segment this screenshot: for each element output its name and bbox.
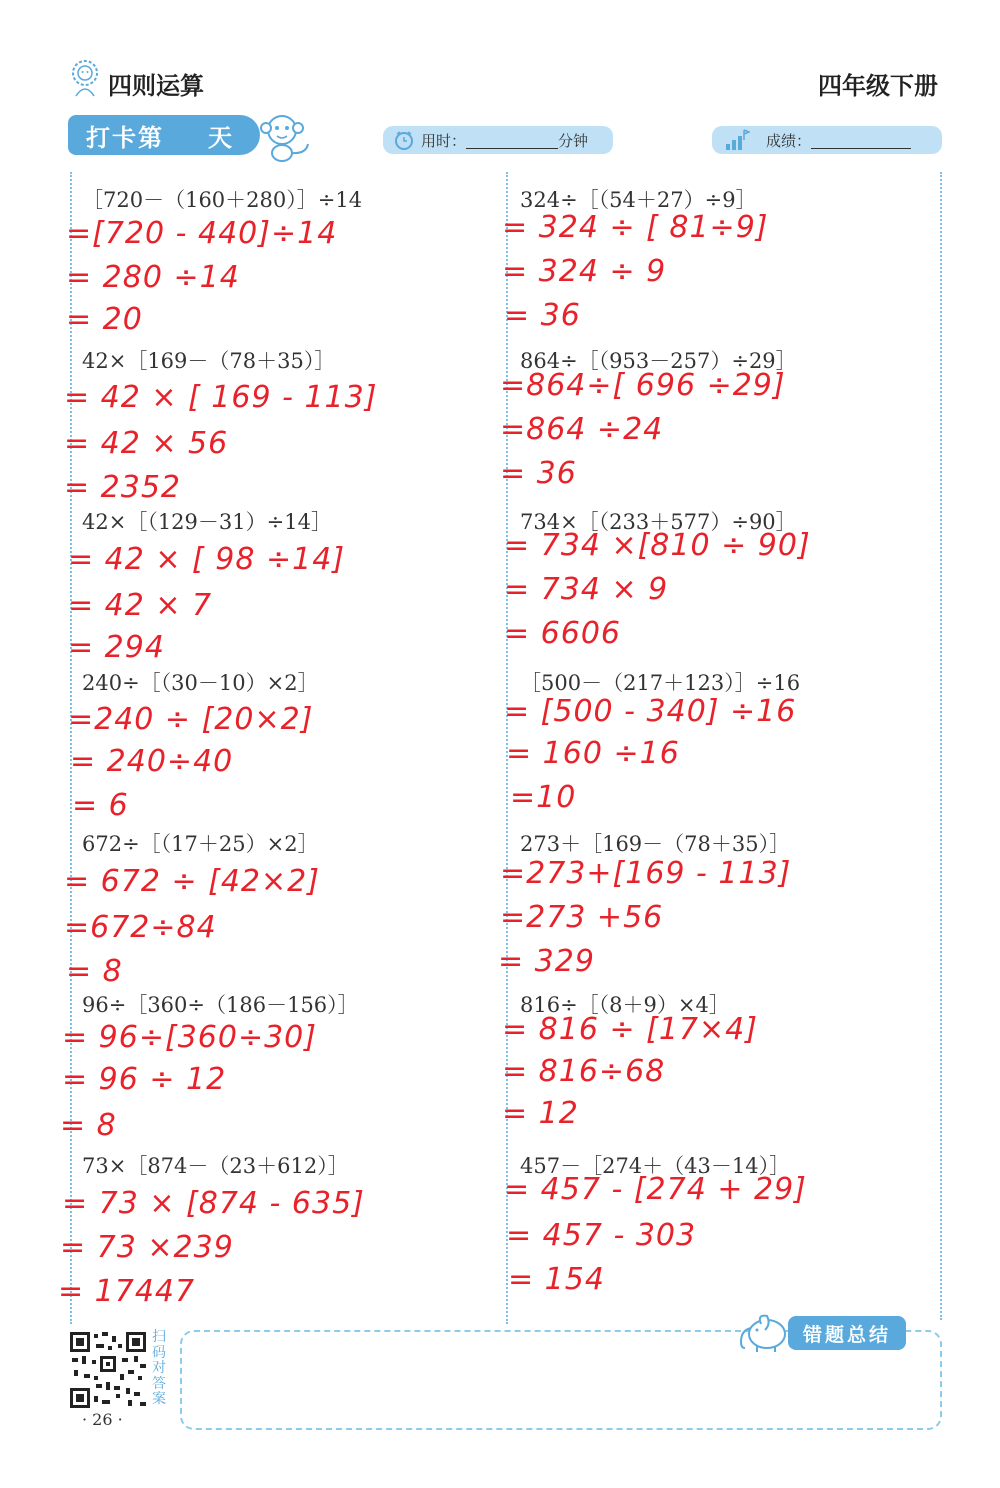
checkin-label: 打卡第 [86,123,164,152]
problem-text: 42×［（129－31）÷14］ [82,510,332,534]
handwritten-step: = 154 [508,1262,605,1297]
handwritten-step: = 8 [60,1108,117,1143]
handwritten-step: = 42 × [ 169 - 113] [64,380,378,415]
problem-text: 672÷［（17＋25）×2］ [82,832,319,856]
handwritten-step: = 17447 [58,1274,196,1309]
score-label: 成绩： [766,131,812,150]
problem-text: 240÷［（30－10）×2］ [82,671,319,695]
handwritten-step: = 96÷[360÷30] [62,1020,317,1055]
handwritten-step: = 6606 [504,616,622,651]
score-field[interactable] [712,126,942,154]
problem-text: 816÷［（8＋9）×4］ [520,993,730,1017]
handwritten-step: = 160 ÷16 [506,736,680,771]
handwritten-step: =273+[169 - 113] [500,856,792,891]
elephant-icon [735,1310,791,1354]
handwritten-step: =864 ÷24 [500,412,664,447]
handwritten-step: =10 [510,780,577,815]
problem-text: 734×［（233＋577）÷90］ [520,510,797,534]
problem-text: 273＋［169－（78＋35）］ [520,832,791,856]
handwritten-step: = 6 [72,788,129,823]
handwritten-step: = 73 × [874 - 635] [62,1186,365,1221]
handwritten-step: = 734 ×[810 ÷ 90] [504,528,811,563]
problem-text: 42×［169－（78＋35）］ [82,349,336,373]
handwritten-step: = 42 × 56 [64,426,229,461]
handwritten-step: = 329 [498,944,595,979]
checkin-day-label: 天 [208,123,234,152]
problem-text: ［720－（160＋280）］÷14 [82,188,363,212]
problem-text: 73×［874－（23＋612）］ [82,1154,349,1178]
checkin-banner [68,115,260,155]
handwritten-step: = 457 - [274 + 29] [504,1172,807,1207]
lion-icon [68,60,102,98]
scan-for-answers-label: 扫码对答案 [152,1329,166,1407]
chart-flag-icon [724,128,750,152]
clock-icon [393,129,415,151]
handwritten-step: = 324 ÷ 9 [502,254,667,289]
time-unit: 分钟 [558,131,589,150]
score-blank[interactable] [811,132,911,149]
handwritten-step: = 280 ÷14 [66,260,240,295]
time-label: 用时： [421,131,467,150]
handwritten-step: = 2352 [64,470,182,505]
handwritten-step: = 734 × 9 [504,572,669,607]
handwritten-step: = 240÷40 [70,744,234,779]
handwritten-step: = 294 [68,630,165,665]
handwritten-step: = 36 [500,456,577,491]
handwritten-step: = 96 ÷ 12 [62,1062,227,1097]
problem-text: ［500－（217＋123）］÷16 [520,671,801,695]
handwritten-step: =[720 - 440]÷14 [66,216,338,251]
right-column-border [940,172,942,1320]
handwritten-step: =864÷[ 696 ÷29] [500,368,786,403]
handwritten-step: = [500 - 340] ÷16 [504,694,797,729]
time-blank[interactable] [466,132,558,149]
handwritten-step: = 816÷68 [502,1054,666,1089]
handwritten-step: = 12 [502,1096,579,1131]
book-title: 四则运算 [108,72,204,100]
handwritten-step: = 42 × [ 98 ÷14] [68,542,346,577]
page-number: · 26 · [82,1410,123,1429]
handwritten-step: =240 ÷ [20×2] [68,702,314,737]
qr-code[interactable] [68,1330,148,1410]
problem-text: 864÷［（953－257）÷29］ [520,349,797,373]
mistake-summary-tab: 错题总结 [788,1316,906,1350]
handwritten-step: = 672 ÷ [42×2] [64,864,320,899]
handwritten-step: =672÷84 [64,910,217,945]
monkey-icon [256,110,314,162]
handwritten-step: = 816 ÷ [17×4] [502,1012,758,1047]
handwritten-step: = 42 × 7 [68,588,213,623]
handwritten-step: = 20 [66,302,143,337]
handwritten-step: = 73 ×239 [60,1230,234,1265]
handwritten-step: = 457 - 303 [506,1218,697,1253]
problem-text: 96÷［360÷（186－156）］ [82,993,359,1017]
handwritten-step: =273 +56 [500,900,664,935]
problem-text: 457－［274＋（43－14）］ [520,1154,791,1178]
handwritten-step: = 8 [66,954,123,989]
problem-text: 324÷［（54＋27）÷9］ [520,188,757,212]
handwritten-step: = 36 [504,298,581,333]
handwritten-step: = 324 ÷ [ 81÷9] [502,210,769,245]
time-field[interactable] [383,126,613,154]
grade-label: 四年级下册 [818,72,938,100]
